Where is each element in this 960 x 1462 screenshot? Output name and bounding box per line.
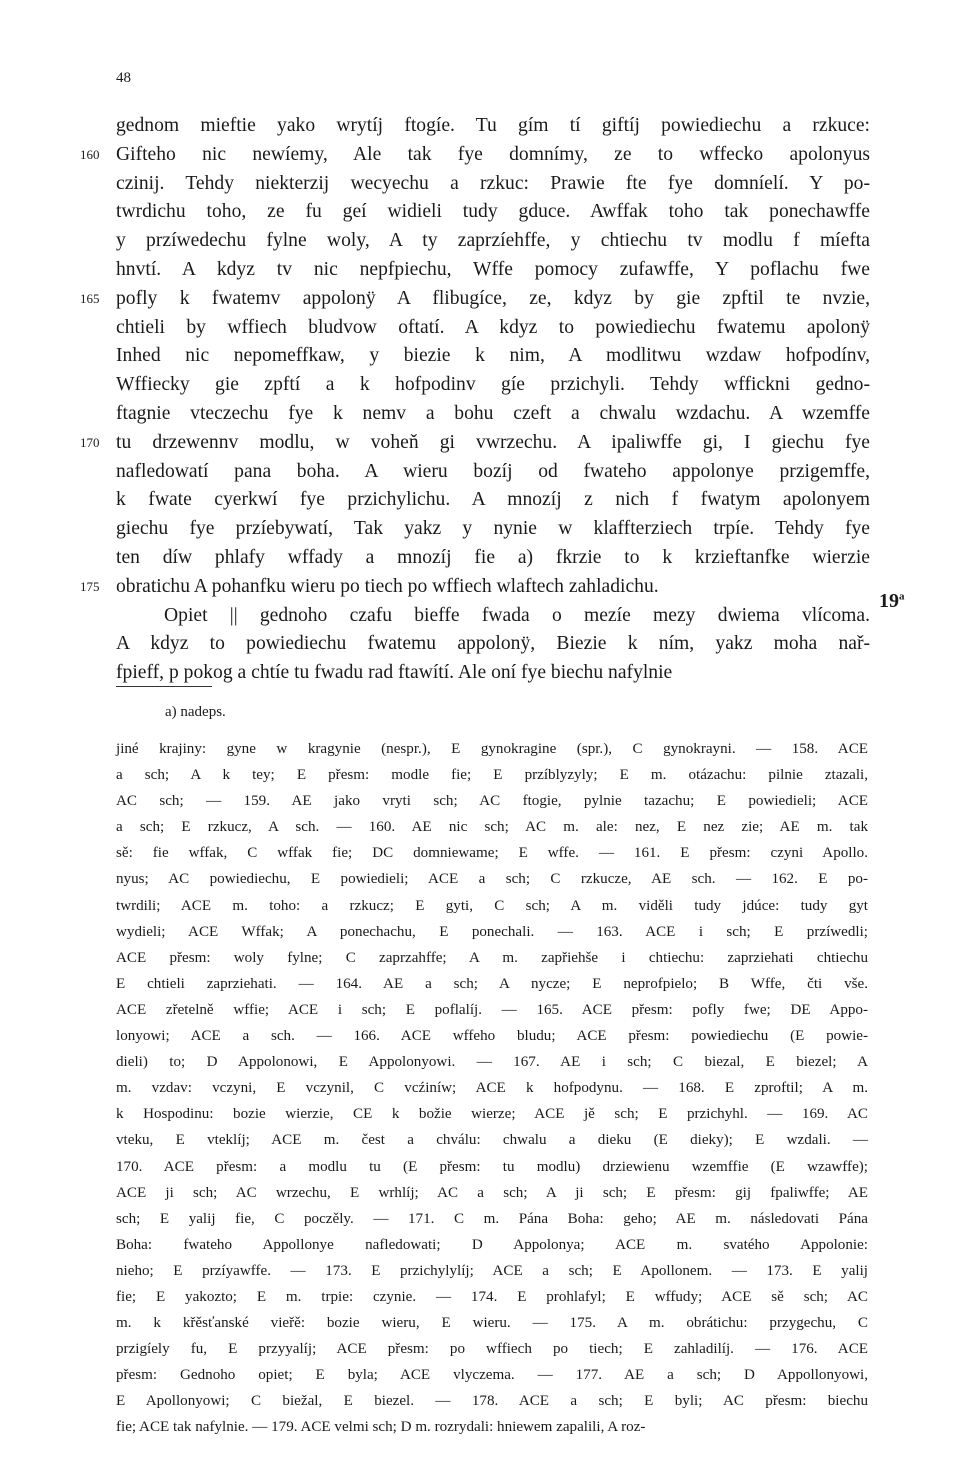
variant-line: ACE zřetelně wffie; ACE i sch; E poflalíj. — 165. ACE přesm: pofly fwe; DE Appo- [116, 1001, 868, 1018]
variant-line: twrdili; ACE m. toho: a rzkucz; E gyti, C sch; A m. viděli tudy jdúce: tudy gyt [116, 897, 868, 914]
variant-line: fie; E yakozto; E m. trpie: czynie. — 174. E prohlafyl; E wffudy; ACE sě sch; AC [116, 1288, 868, 1305]
variant-line: ACE ji sch; AC wrzechu, E wrhlíj; AC a sch; A ji sch; E přesm: gij fpaliwffe; AE [116, 1184, 868, 1201]
variant-line: wydieli; ACE Wffak; A ponechachu, E ponechali. — 163. ACE i sch; E przíwedli; [116, 923, 868, 940]
line-number: 170 [80, 434, 100, 450]
line-text: A kdyz to powiediechu fwatemu appolonÿ, Biezie k ním, yakz moha nař- [116, 633, 870, 655]
line-text: ten díw phlafy wffady a mnozíj fie a) fkrzie to k krzieftanfke wierzie [116, 546, 870, 568]
text-line [116, 112, 870, 141]
variant-line: przigíely fu, E przyyalíj; ACE přesm: po wffiech po tiech; E zahladilíj. — 176. ACE [116, 1341, 868, 1358]
text-line [116, 256, 870, 285]
line-text: k fwate cyerkwí fye przichylichu. A mnozíj z nich f fwatym apolonyem [116, 489, 870, 511]
line-text: giechu fye przíebywatí, Tak yakz y nynie w klaffterziech trpíe. Tehdy fye [116, 518, 870, 540]
footnote: a) nadeps. [165, 704, 226, 720]
variant-line: ACE přesm: woly fylne; C zaprzahffe; A m. zapřiehše i chtiechu: zaprziehati chtiechu [116, 949, 868, 966]
variant-line: k Hospodinu: bozie wierzie, CE k božie wierze; ACE jě sch; E przichyhl. — 169. AC [116, 1106, 868, 1123]
line-text: twrdichu toho, ze fu geí widieli tudy gduce. Awffak toho tak ponechawffe [116, 201, 870, 223]
text-line [116, 198, 870, 227]
text-line [116, 486, 870, 515]
text-line [116, 170, 870, 199]
line-text: hnvtí. A kdyz tv nic nepfpiechu, Wffe pomocy zufawffe, Y poflachu fwe [116, 258, 870, 280]
line-text: tu drzewennv modlu, w voheň gi vwrzechu. A ipaliwffe gi, I giechu fye [116, 431, 870, 453]
text-line [116, 630, 870, 659]
text-line [116, 544, 870, 573]
line-text: fpieff, p pokog a chtíe tu fwadu rad ftawítí. Ale oní fye biechu nafylnie [116, 662, 673, 684]
line-number: 175 [80, 578, 100, 594]
line-text: obratichu A pohanfku wieru po tiech po wffiech wlaftech zahladichu. [116, 575, 659, 597]
variant-line: vteku, E vteklíj; ACE m. čest a chválu: chwalu a dieku (E dieky); E wzdali. — [116, 1132, 868, 1149]
line-text: chtieli by wffiech bludvow oftatí. A kdyz to powiediechu fwatemu apolonÿ [116, 316, 870, 338]
text-line [80, 573, 870, 602]
folio-side: a [899, 590, 905, 603]
text-line [116, 458, 870, 487]
line-text: ftagnie vteczechu fye k nemv a bohu czeft a chwalu wzdachu. A wzemffe [116, 402, 870, 424]
text-line [116, 400, 870, 429]
variant-line: AC sch; — 159. AE jako vryti sch; AC ftogie, pylnie tazachu; E powiedieli; ACE [116, 793, 868, 810]
line-text: pofly k fwatemv appolonÿ A flibugíce, ze, kdyz by gie zpftil te nvzie, [116, 287, 870, 309]
line-number: 160 [80, 146, 100, 162]
margin-folio-note [879, 590, 905, 613]
variant-line: Boha: fwateho Appollonye nafledowati; D Appolonya; ACE m. svatého Appolonie: [116, 1236, 868, 1253]
variant-line: sch; E yalij fie, C poczěly. — 171. C m. Pána Boha: geho; AE m. následovati Pána [116, 1210, 868, 1227]
text-line [116, 515, 870, 544]
line-text: Wffiecky gie zpftí a k hofpodinv gíe przichyli. Tehdy wffickni gedno- [116, 374, 870, 396]
line-text: Inhed nic nepomeffkaw, y biezie k nim, A modlitwu wzdaw hofpodínv, [116, 345, 870, 367]
text-line [80, 141, 870, 170]
variant-line: m. k křěsťanské vieřě: bozie wieru, E wieru. — 175. A m. obrátichu: przygechu, C [116, 1315, 868, 1332]
line-text: y przíwedechu fylne woly, A ty zaprzíehffe, y chtiechu tv modlu f míefta [116, 230, 870, 252]
main-text [80, 112, 870, 688]
variant-line: lonyowi; ACE a sch. — 166. ACE wffeho bludu; ACE přesm: powiediechu (E powie- [116, 1028, 868, 1045]
variant-apparatus [116, 736, 868, 1441]
variant-line: jiné krajiny: gyne w kragynie (nespr.), E gynokragine (spr.), C gynokrayni. — 158. ACE [116, 741, 868, 757]
variant-line: a sch; E rzkucz, A sch. — 160. AE nic sch; AC m. ale: nez, E nez zie; AE m. tak [116, 819, 868, 836]
variant-line: a sch; A k tey; E přesm: modle fie; E przíblyzyly; E m. otázachu: pilnie ztazali, [116, 767, 868, 784]
line-text: Gifteho nic newíemy, Ale tak fye domnímy, ze to wffecko apolonyus [116, 143, 870, 165]
variant-line: sě: fie wffak, C wffak fie; DC domniewame; E wffe. — 161. E přesm: czyni Apollo. [116, 845, 868, 862]
text-line [116, 314, 870, 343]
variant-line: fie; ACE tak nafylnie. — 179. ACE velmi sch; D m. rozrydali: hniewem zapalili, A roz- [116, 1419, 646, 1436]
footnote-rule [116, 686, 212, 687]
variant-line: přesm: Gednoho opiet; E byla; ACE vlyczema. — 177. AE a sch; D Appollonyowi, [116, 1367, 868, 1384]
variant-line: E Apollonyowi; C biežal, E biezel. — 178. ACE a sch; E byli; AC přesm: biechu [116, 1393, 868, 1410]
variant-line: E chtieli zaprziehati. — 164. AE a sch; A nycze; E neprofpielo; B Wffe, čti vše. [116, 975, 868, 992]
line-text: Opiet || gednoho czafu bieffe fwada o mezíe mezy dwiema vlícoma. [164, 604, 870, 626]
text-line [116, 602, 870, 631]
text-line [116, 659, 870, 688]
line-text: nafledowatí pana boha. A wieru bozíj od fwateho appolonye przigemffe, [116, 460, 870, 482]
variant-line: m. vzdav: vczyni, E vczynil, C vcźiníw; ACE k hofpodynu. — 168. E zproftil; A m. [116, 1080, 868, 1097]
variant-line: dieli) to; D Appolonowi, E Appolonyowi. — 167. AE i sch; C biezal, E biezel; A [116, 1054, 868, 1071]
line-text: czinij. Tehdy niekterzij wecyechu a rzkuc: Prawie fte fye domníelí. Y po- [116, 172, 870, 194]
text-line [80, 285, 870, 314]
folio-number: 19 [879, 590, 899, 612]
text-line [116, 371, 870, 400]
text-line [116, 342, 870, 371]
page-number: 48 [116, 70, 131, 86]
variant-line: nieho; E przíyawffe. — 173. E przichylylíj; ACE a sch; E Apollonem. — 173. E yalij [116, 1262, 868, 1279]
text-line [80, 429, 870, 458]
line-text: gednom mieftie yako wrytíj ftogíe. Tu gím tí giftíj powiediechu a rzkuce: [116, 115, 870, 136]
variant-line: nyus; AC powiediechu, E powiedieli; ACE a sch; C rzkucze, AE sch. — 162. E po- [116, 871, 868, 888]
text-line [116, 227, 870, 256]
variant-line: 170. ACE přesm: a modlu tu (E přesm: tu modlu) drziewienu wzemffie (E wzawffe); [116, 1158, 868, 1175]
line-number: 165 [80, 290, 100, 306]
